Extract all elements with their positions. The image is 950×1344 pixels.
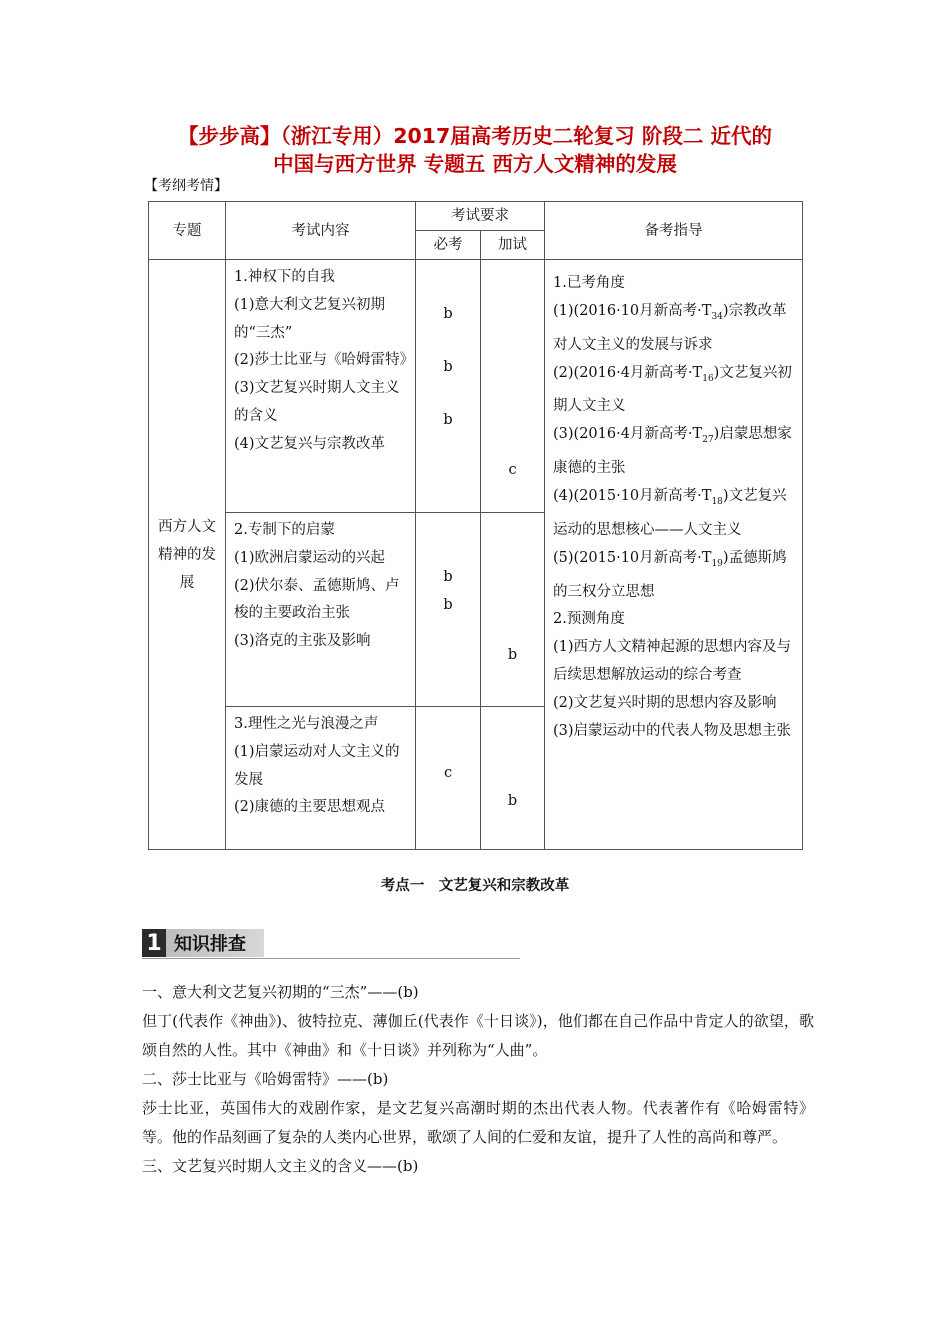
header-content: 考试内容: [226, 202, 416, 260]
section-tag: 【考纲考情】: [144, 178, 228, 194]
subject-text: 西方人文精神的发展: [158, 518, 216, 591]
knowledge-badge: [142, 929, 264, 957]
required-mark: b: [443, 306, 453, 322]
required-mark: b: [443, 569, 453, 585]
header-extra: 加试: [481, 231, 545, 260]
guide-item: (1)(2016·10月新高考$\cdot T_{34}$)宗教改革对人文主义的发展与诉求: [553, 302, 787, 353]
guide-item: (5)(2015·10月新高考$\cdot T_{19}$)孟德斯鸠的三权分立思想: [553, 549, 787, 600]
guide-item: (2)文艺复兴时期的思想内容及影响: [553, 695, 777, 712]
extra-mark: b: [507, 647, 518, 663]
content-group-2: [226, 513, 416, 707]
required-mark: b: [443, 412, 453, 428]
extra-group-2: [481, 513, 545, 707]
required-mark: b: [443, 359, 453, 375]
guide-item: (4)(2015·10月新高考$\cdot T_{18}$)文艺复兴运动的思想核心——人文主义: [553, 488, 787, 538]
guide-item: (1)西方人文精神起源的思想内容及与后续思想解放运动的综合考查: [553, 639, 792, 684]
guide-item: (3)启蒙运动中的代表人物及思想主张: [553, 723, 792, 740]
header-guide: 备考指导: [545, 202, 803, 260]
extra-mark: c: [508, 462, 517, 478]
guide-item: (3)(2016·4月新高考$\cdot T_{27}$)启蒙思想家康德的主张: [553, 426, 792, 477]
title-line-1: 【步步高】（浙江专用）2017届高考历史二轮复习 阶段二 近代的: [177, 124, 773, 148]
header-requirement: 考试要求: [416, 202, 545, 231]
content-line: 2.专制下的启蒙: [234, 522, 335, 538]
badge-label: 知识排查: [166, 929, 264, 957]
extra-mark: b: [507, 793, 518, 809]
content-line: (3)洛克的主张及影响: [234, 633, 371, 650]
content-line: (2)康德的主要思想观点: [234, 799, 386, 816]
guide-heading-2: 2.预测角度: [553, 611, 625, 628]
document-title: [140, 122, 810, 178]
guide-cell: [545, 260, 803, 850]
content-line: (1)意大利文艺复兴初期的“三杰”: [234, 296, 386, 341]
body-heading: 二、莎士比亚与《哈姆雷特》——(b): [142, 1070, 389, 1088]
section-subtitle: 考点一 文艺复兴和宗教改革: [380, 878, 570, 894]
required-group-2: [416, 513, 481, 707]
content-line: (2)伏尔泰、孟德斯鸠、卢梭的主要政治主张: [234, 577, 400, 622]
body-heading: 一、意大利文艺复兴初期的“三杰”——(b): [142, 983, 419, 1001]
content-line: (2)莎士比亚与《哈姆雷特》: [234, 352, 415, 369]
body-paragraph: 但丁(代表作《神曲》)、彼特拉克、薄伽丘(代表作《十日谈》)，他们都在自己作品中肯定人的欲望，歌颂自然的人性。其中《神曲》和《十日谈》并列称为“人曲”。: [142, 1012, 814, 1059]
content-line: (3)文艺复兴时期人文主义的含义: [234, 380, 400, 424]
required-mark: c: [443, 765, 453, 781]
content-line: (1)欧洲启蒙运动的兴起: [234, 549, 386, 566]
subject-cell: [149, 260, 226, 850]
guide-item: (2)(2016·4月新高考$\cdot T_{16}$)文艺复兴初期人文主义: [553, 364, 792, 415]
content-line: 1.神权下的自我: [234, 269, 335, 285]
header-required: 必考: [416, 231, 481, 260]
header-subject: 专题: [149, 202, 226, 260]
title-line-2: 中国与西方世界 专题五 西方人文精神的发展: [273, 152, 677, 176]
body-heading: 三、文艺复兴时期人文主义的含义——(b): [142, 1157, 419, 1175]
content-line: (1)启蒙运动对人文主义的发展: [234, 743, 400, 788]
exam-table: [148, 201, 803, 850]
extra-group-1: [481, 260, 545, 513]
guide-heading-1: 1.已考角度: [553, 275, 625, 291]
required-group-1: [416, 260, 481, 513]
content-line: 3.理性之光与浪漫之声: [234, 716, 379, 732]
body-text: [142, 978, 814, 1181]
content-line: (4)文艺复兴与宗教改革: [234, 435, 386, 452]
required-group-3: [416, 707, 481, 850]
extra-group-3: [481, 707, 545, 850]
badge-divider: [142, 958, 520, 959]
content-group-3: [226, 707, 416, 850]
content-group-1: [226, 260, 416, 513]
required-mark: b: [443, 597, 453, 613]
badge-number: 1: [142, 929, 166, 957]
body-paragraph: 莎士比亚，英国伟大的戏剧作家，是文艺复兴高潮时期的杰出代表人物。代表著作有《哈姆雷特》等。他的作品刻画了复杂的人类内心世界，歌颂了人间的仁爱和友谊，提升了人性的高尚和尊严。: [142, 1099, 814, 1146]
